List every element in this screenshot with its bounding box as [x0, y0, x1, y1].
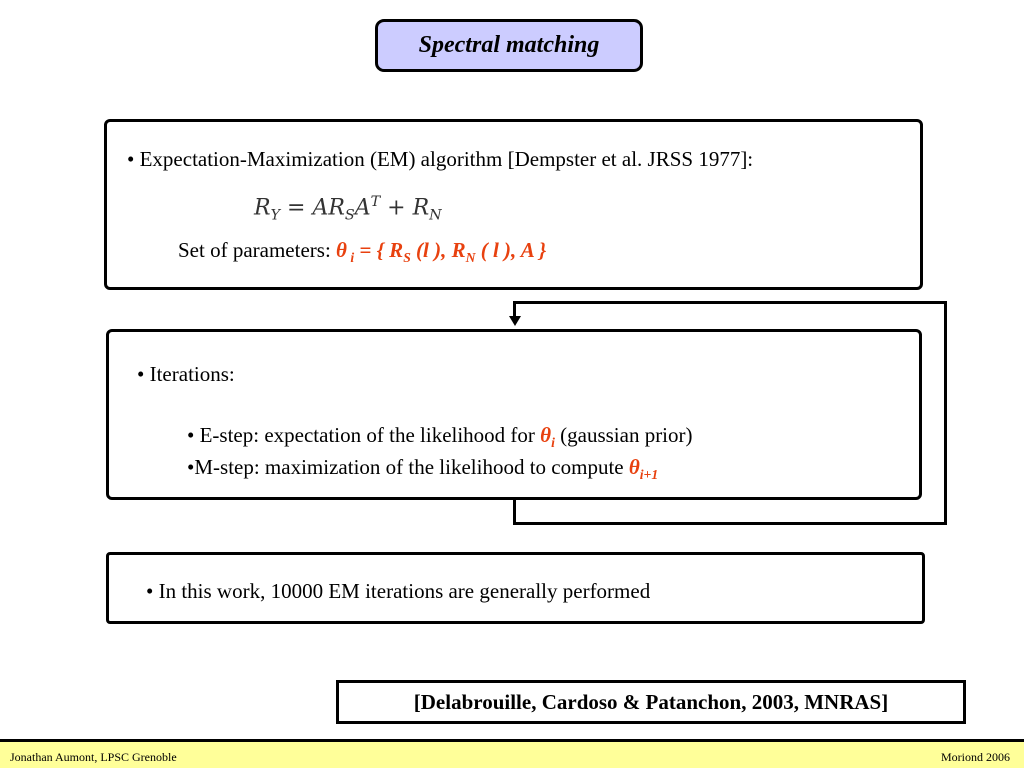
parameter-set: Set of parameters: θ $_i$ = { $R_S$ (l ), $R_N$ ( l ), A }: [178, 238, 547, 266]
slide-title: Spectral matching: [375, 19, 643, 72]
iterations-heading: • Iterations:: [137, 362, 235, 386]
covariance-equation: $R_Y = AR_SA^T + R_N$: [254, 194, 442, 224]
e-step-line: • E-step: expectation of the likelihood for $\theta_i$ (gaussian prior): [187, 423, 693, 451]
iterations-note-panel: [106, 552, 925, 624]
iterations-panel: [106, 329, 922, 500]
iterations-note: • In this work, 10000 EM iterations are generally performed: [146, 579, 651, 603]
loop-left-bottom-stub: [513, 497, 516, 525]
loop-arrowhead-icon: [509, 316, 521, 326]
footer-author: Jonathan Aumont, LPSC Grenoble: [10, 750, 177, 764]
footer-conference: Moriond 2006: [941, 750, 1010, 764]
reference-box: [Delabrouille, Cardoso & Patanchon, 2003, MNRAS]: [336, 680, 966, 724]
em-bullet: • Expectation-Maximization (EM) algorithm [Dempster et al. JRSS 1977]:: [127, 147, 754, 171]
em-algorithm-panel: [104, 119, 923, 290]
m-step-line: •M-step: maximization of the likelihood to compute $\theta_{i+1}$: [187, 455, 659, 483]
footer-bar: [0, 739, 1024, 768]
loop-left-top-stub: [513, 301, 516, 317]
